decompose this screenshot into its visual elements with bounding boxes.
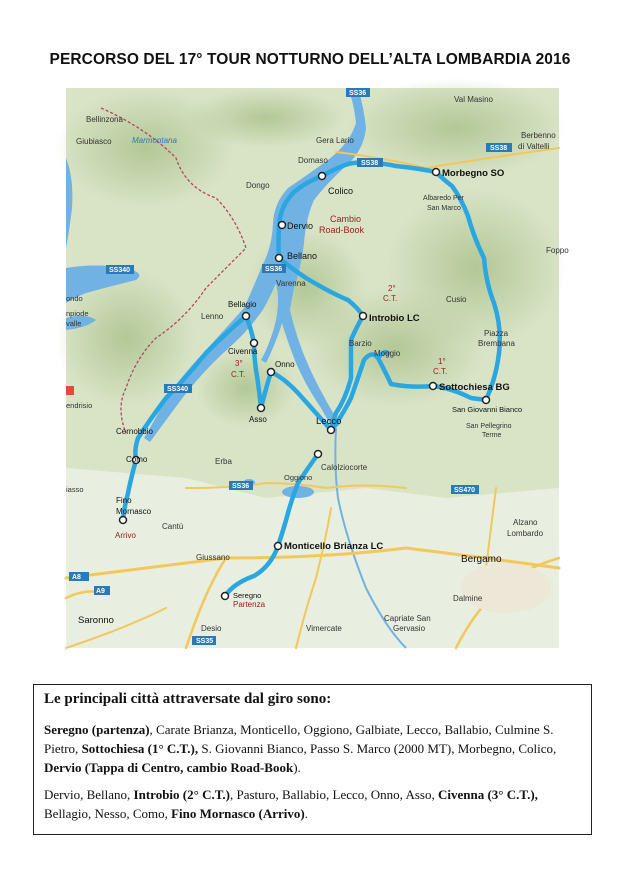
label-terme: Terme <box>482 432 502 439</box>
label-saronno: Saronno <box>78 615 114 626</box>
label-ct2-a: 2° <box>388 284 396 293</box>
label-giubiasco: Giubiasco <box>76 137 112 146</box>
label-berbenno-2: di Valtelli <box>518 142 550 151</box>
label-berbenno: Berbenno <box>521 131 556 140</box>
label-cambio: Cambio <box>330 214 362 224</box>
label-erba: Erba <box>215 457 232 466</box>
label-marmontana: Marmontana <box>132 136 177 145</box>
label-bellagio: Bellagio <box>228 300 257 309</box>
ss36-label-3: SS36 <box>349 90 367 97</box>
label-ct1-b: C.T. <box>433 367 448 376</box>
label-albaredo-2: San Marco <box>427 205 461 212</box>
label-lenno: Lenno <box>201 312 224 321</box>
label-como: Como <box>126 455 148 464</box>
p2-segment: , Pasturo, Ballabio, Lecco, Onno, Asso, <box>230 787 438 802</box>
label-lecco: Lecco <box>316 416 342 427</box>
label-morbegno: Morbegno SO <box>442 168 505 179</box>
a9-label: A9 <box>96 588 105 595</box>
p1-segment: Seregno (partenza) <box>44 722 150 737</box>
label-colico: Colico <box>328 186 354 196</box>
route-paragraph-2 <box>44 785 581 823</box>
ss340-label-2: SS340 <box>167 386 189 393</box>
ss340-label-1: SS340 <box>109 267 131 274</box>
info-box <box>33 684 592 835</box>
label-capriate: Capriate San <box>384 614 431 623</box>
label-mornasco: Mornasco <box>116 507 152 516</box>
label-introbio: Introbio LC <box>369 313 420 324</box>
p1-segment: S. Giovanni Bianco, Passo S. Marco (2000 MT), Morbegno, Colico, <box>198 741 557 756</box>
label-onno: Onno <box>275 360 295 369</box>
p2-segment: Dervio, Bellano, <box>44 787 134 802</box>
label-cernobbio: Cernobbio <box>116 427 153 436</box>
p2-segment: . <box>304 806 308 821</box>
label-bellinzona: Bellinzona <box>86 115 123 124</box>
page-title: PERCORSO DEL 17° TOUR NOTTURNO DELL’ALTA LOMBARDIA 2016 <box>49 51 571 68</box>
info-heading: Le principali città attraversate dal giro sono: <box>44 691 332 707</box>
label-road-book: Road-Book <box>319 225 365 235</box>
label-moggio: Moggio <box>374 349 401 358</box>
label-cut-iasso: iasso <box>66 485 84 494</box>
label-desio: Desio <box>201 624 222 633</box>
label-ct3-b: C.T. <box>231 370 246 379</box>
ss38-label-2: SS38 <box>490 145 508 152</box>
label-barzio: Barzio <box>349 339 372 348</box>
label-monticello: Monticello Brianza LC <box>284 541 384 552</box>
label-san-giovanni-bianco: San Giovanni Bianco <box>452 405 523 414</box>
label-vimercate: Vimercate <box>306 624 342 633</box>
label-cantu: Cantù <box>162 522 184 531</box>
label-val-masino: Val Masino <box>454 95 493 104</box>
label-cut-valle: valle <box>66 319 82 328</box>
p2-segment: Civenna (3° C.T.), <box>437 787 538 802</box>
label-piazza: Piazza <box>484 329 509 338</box>
ss36-label-1: SS36 <box>265 266 283 273</box>
label-varenna: Varenna <box>276 279 306 288</box>
label-dongo: Dongo <box>246 181 270 190</box>
label-san-pellegrino: San Pellegrino <box>466 423 512 430</box>
ss35-label: SS35 <box>196 638 214 645</box>
label-civenna: Civenna <box>228 347 258 356</box>
label-seregno: Seregno <box>233 591 262 600</box>
label-albaredo: Albaredo Per <box>423 195 464 202</box>
p2-segment: Introbio (2° C.T.) <box>133 787 230 802</box>
label-arrivo: Arrivo <box>115 531 136 540</box>
label-alzano: Alzano <box>513 518 538 527</box>
bergamo-area <box>461 563 551 613</box>
label-cut-npiode: npiode <box>66 309 89 318</box>
label-giussano: Giussano <box>196 553 230 562</box>
label-partenza: Partenza <box>233 600 266 609</box>
label-cut-ondo: ondo <box>66 294 83 303</box>
p1-segment: , Carate Brianza, Monticello, Oggiono, Galbiate, Lecco, Ballabio, Culmine S. Pietro, <box>44 722 554 756</box>
label-bellano: Bellano <box>287 251 318 261</box>
ss38-label-1: SS38 <box>361 160 379 167</box>
label-foppo: Foppo <box>546 246 569 255</box>
label-ct2-b: C.T. <box>383 294 398 303</box>
label-sottochiesa: Sottochiesa BG <box>439 382 510 393</box>
label-fino: Fino <box>116 496 132 505</box>
label-cusio: Cusio <box>446 295 467 304</box>
label-lombardo: Lombardo <box>507 529 544 538</box>
p2-segment: Fino Mornasco (Arrivo) <box>171 806 305 821</box>
label-dalmine: Dalmine <box>453 594 483 603</box>
label-dervio: Dervio <box>287 221 314 231</box>
label-ct3-a: 3° <box>235 359 243 368</box>
label-gervasio: Gervasio <box>393 624 426 633</box>
ss470-label: SS470 <box>454 487 476 494</box>
p2-segment: Bellagio, Nesso, Como, <box>44 806 172 821</box>
label-calolziocorte: Calolziocorte <box>321 463 368 472</box>
route-paragraph-1 <box>44 720 581 777</box>
route-map <box>66 88 569 648</box>
p1-segment: Sottochiesa (1° C.T.), <box>81 741 199 756</box>
label-cut-endrisio: endrisio <box>66 401 93 410</box>
label-bergamo: Bergamo <box>461 554 502 565</box>
label-oggiono: Oggiono <box>284 473 313 482</box>
label-ct1-a: 1° <box>438 357 446 366</box>
p1-segment: Dervio (Tappa di Centro, cambio Road-Book <box>44 760 294 775</box>
ss36-label-2: SS36 <box>232 483 250 490</box>
p1-segment: ). <box>293 760 301 775</box>
a8-label: A8 <box>72 574 81 581</box>
label-asso: Asso <box>249 415 267 424</box>
label-gera-lario: Gera Lario <box>316 136 354 145</box>
label-domaso: Domaso <box>298 156 328 165</box>
label-brembana: Brembana <box>478 339 515 348</box>
